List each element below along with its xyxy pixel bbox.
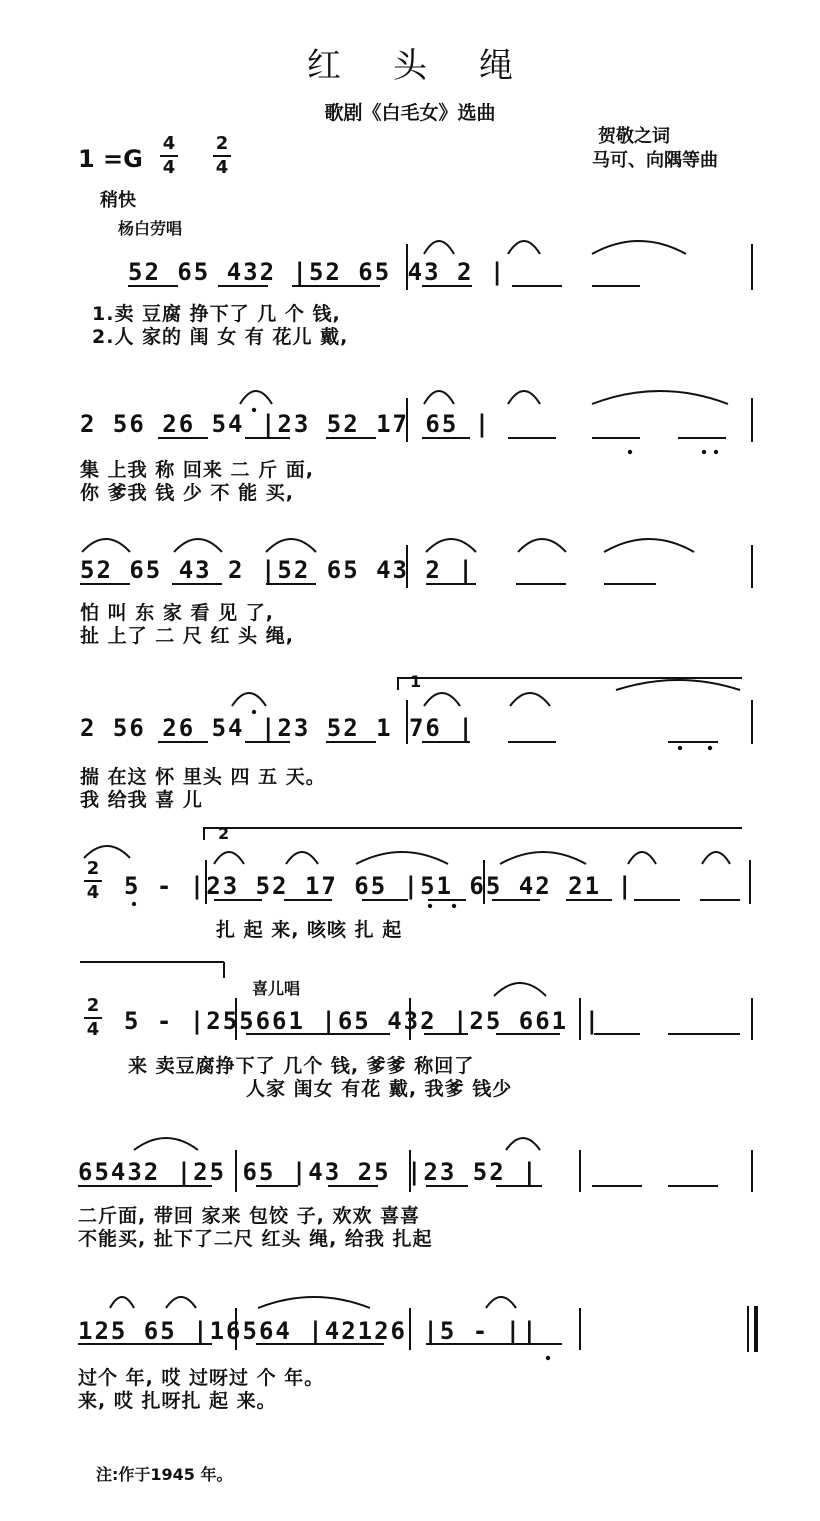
notes-system-4: 2 56 26 54 |23 52 1 76 |: [80, 714, 475, 742]
lyrics-system-6-verse-2: 人家 闺女 有花 戴, 我爹 钱少: [246, 1078, 513, 1100]
lyrics-system-4-verse-1: 揣 在这 怀 里头 四 五 天。: [80, 766, 326, 788]
slur: [110, 1297, 134, 1308]
tempo-marking: 稍快: [100, 190, 136, 211]
slur: [424, 693, 460, 706]
slur: [518, 539, 566, 552]
key-signature: 1 =G: [78, 145, 143, 173]
lyrics-system-7-verse-2: 不能买, 扯下了二尺 红头 绳, 给我 扎起: [78, 1228, 433, 1250]
time-sig-numerator: 2: [215, 133, 229, 154]
lyrics-system-2-verse-2: 你 爹我 钱 少 不 能 买,: [80, 482, 294, 504]
octave-dot-low: [452, 904, 456, 908]
lyrics-system-6-verse-1: 来 卖豆腐挣下了 几个 钱, 爹爹 称回了: [128, 1055, 475, 1077]
notes-system-8: 125 65 |16564 |42126 |5 - ||: [78, 1317, 539, 1345]
octave-dot-low: [702, 450, 706, 454]
slur: [84, 846, 130, 858]
notes-system-3: 52 65 43 2 |52 65 43 2 |: [80, 556, 475, 584]
lyricist-credit: 贺敬之词: [598, 126, 670, 147]
slur: [266, 539, 316, 552]
slur: [174, 539, 222, 552]
volta-2-label: 2: [218, 824, 230, 843]
notes-system-6: 5 - |255661 |65 432 |25 661 |: [124, 1007, 602, 1035]
time-sig-denominator: 4: [162, 157, 176, 178]
slur: [286, 852, 318, 864]
singer-label-yang: 杨白劳唱: [118, 219, 183, 238]
singer-label-xier: 喜儿唱: [252, 979, 301, 998]
slur: [486, 1297, 516, 1308]
octave-dot-low: [428, 904, 432, 908]
slur: [134, 1138, 198, 1150]
slur: [494, 983, 546, 996]
slur: [214, 852, 244, 864]
slur: [508, 391, 540, 404]
slur: [628, 852, 656, 864]
song-title: 红头绳: [307, 46, 565, 86]
lyrics-system-8-verse-1: 过个 年, 哎 过呀过 个 年。: [78, 1367, 325, 1389]
slur: [232, 693, 266, 706]
volta-1-label: 1: [410, 672, 422, 691]
slur: [510, 693, 550, 706]
lyrics-system-3-verse-2: 扯 上了 二 尺 红 头 绳,: [80, 625, 294, 647]
lyrics-system-3-verse-1: 怕 叫 东 家 看 见 了,: [80, 602, 274, 624]
slur: [604, 539, 694, 552]
slur: [506, 1138, 540, 1150]
slur: [424, 391, 454, 404]
time-sig-denominator: 4: [215, 157, 229, 178]
slur: [258, 1297, 370, 1308]
notes-system-7: 65432 |25 65 |43 25 |23 52 |: [78, 1158, 539, 1186]
octave-dot-low: [678, 746, 682, 750]
slur: [426, 539, 476, 552]
slur: [356, 852, 448, 864]
time-signature-2-4-system-6: [84, 995, 102, 1041]
composer-credit: 马可、向隅等曲: [592, 150, 718, 171]
slur: [500, 852, 586, 864]
lyrics-system-1-verse-2: 2.人 家的 闺 女 有 花儿 戴,: [92, 326, 349, 348]
octave-dot-low: [714, 450, 718, 454]
lyrics-system-5-verse-1: 扎 起 来, 咳咳 扎 起: [216, 919, 403, 941]
time-sig-denominator: 4: [86, 1019, 100, 1040]
time-sig-denominator: 4: [86, 882, 100, 903]
lyrics-system-8-verse-2: 来, 哎 扎呀扎 起 来。: [78, 1390, 277, 1412]
song-subtitle: 歌剧《白毛女》选曲: [324, 102, 496, 124]
octave-dot-low: [628, 450, 632, 454]
octave-dot-low: [708, 746, 712, 750]
octave-dot-low: [546, 1356, 550, 1360]
octave-dot-low: [132, 902, 136, 906]
notes-system-5: 5 - |23 52 17 65 |51 65 42 21 |: [124, 872, 634, 900]
time-sig-numerator: 4: [162, 133, 176, 154]
slur: [166, 1297, 196, 1308]
lyrics-system-4-verse-2: 我 给我 喜 儿: [80, 789, 203, 811]
slur: [702, 852, 730, 864]
time-sig-numerator: 2: [86, 858, 100, 879]
footnote: 注:作于1945 年。: [96, 1465, 233, 1484]
lyrics-system-7-verse-1: 二斤面, 带回 家来 包饺 子, 欢欢 喜喜: [78, 1205, 421, 1227]
slur: [592, 241, 686, 254]
time-signature-2-4-system-5: [84, 858, 102, 904]
slur: [616, 680, 740, 690]
volta-2-bracket: [204, 828, 742, 840]
lyrics-system-1-verse-1: 1.卖 豆腐 挣下了 几 个 钱,: [92, 303, 341, 325]
time-sig-numerator: 2: [86, 995, 100, 1016]
lyrics-system-2-verse-1: 集 上我 称 回来 二 斤 面,: [80, 459, 314, 481]
slur: [424, 241, 454, 254]
slur: [240, 391, 272, 404]
slur: [82, 539, 130, 552]
slur: [508, 241, 540, 254]
slur: [592, 391, 728, 404]
notes-system-2: 2 56 26 54 |23 52 17 65 |: [80, 410, 492, 438]
notes-system-1: 52 65 432 |52 65 43 2 |: [128, 258, 507, 286]
